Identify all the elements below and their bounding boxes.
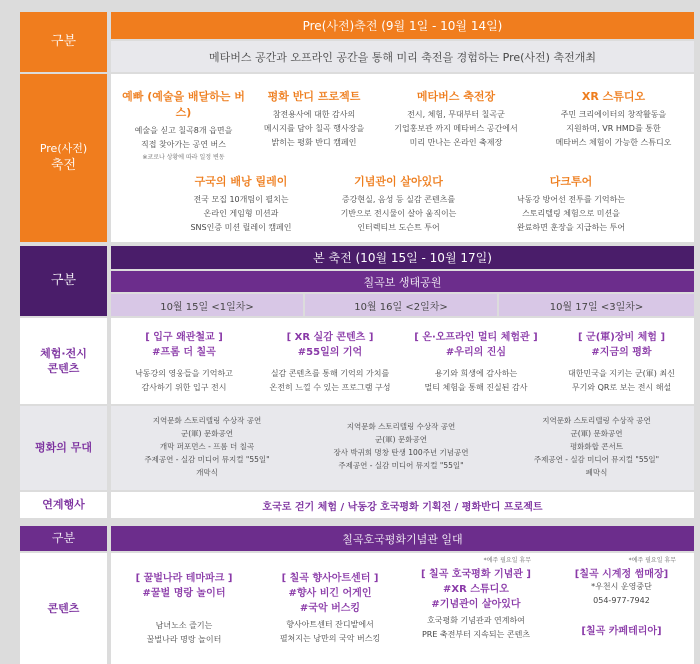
pre-item-title: 구국의 배낭 릴레이 bbox=[194, 175, 288, 188]
day-header-3: 10월 17일 <3일차> bbox=[499, 294, 694, 316]
stage-line: 군(軍) 문화공연 bbox=[570, 429, 623, 438]
main-title-bar bbox=[111, 246, 694, 269]
pre-item-line: 기반으로 전시물이 살아 움직이는 bbox=[340, 209, 457, 218]
main-days-row bbox=[111, 294, 694, 316]
memorial-item-sled bbox=[549, 556, 694, 637]
stage-line: 개막식 bbox=[196, 468, 218, 477]
exhibit-item-tag: #55일의 기억 bbox=[297, 347, 363, 358]
memorial-item-desc: 꿀벌나라 명랑 놀이터 bbox=[146, 635, 222, 644]
memorial-item-title: [ 칠곡 호국평화 기념관 ] bbox=[420, 569, 531, 580]
day-header-1: 10월 15일 <1일차> bbox=[111, 294, 303, 316]
pre-title: Pre(사전)축전 (9월 1일 - 10월 14일) bbox=[302, 19, 503, 33]
main-label-text: 구분 bbox=[50, 272, 77, 288]
pre-item-title: 평화 반디 프로젝트 bbox=[267, 90, 361, 103]
memorial-label-text: 구분 bbox=[51, 531, 76, 546]
main-venue-bar bbox=[111, 271, 694, 292]
pre-item-line: 예술을 싣고 칠곡8개 읍면을 bbox=[134, 126, 233, 135]
pre-content-area bbox=[111, 74, 694, 242]
pre-item-line: 지원하며, VR HMD를 통한 bbox=[566, 124, 661, 133]
memorial-section bbox=[20, 526, 694, 664]
exhibit-item-military bbox=[549, 328, 694, 395]
main-label bbox=[20, 246, 107, 316]
stage-line: 장사 박귀희 명창 탄생 100주년 기념공연 bbox=[333, 448, 469, 457]
stage-line: 주제공연 - 실감 미디어 뮤지컬 "55일" bbox=[338, 461, 464, 470]
memorial-item-desc: 054-977-7942 bbox=[593, 596, 650, 605]
memorial-item-desc: 향사아트센터 잔디밭에서 bbox=[286, 620, 374, 629]
pre-item-line: 직접 찾아가는 공연 버스 bbox=[141, 140, 226, 149]
linked-label-text: 연계행사 bbox=[42, 498, 85, 512]
pre-subtitle: 메타버스 공간과 오프라인 공간을 통해 미리 축전을 경험하는 Pre(사전) 축전개최 bbox=[209, 50, 596, 64]
exhibit-item-desc: 용기와 희생에 감사하는 bbox=[434, 369, 518, 378]
pre-festival-section bbox=[20, 12, 694, 242]
pre-item-line: 메타버스 체험이 가능한 스튜디오 bbox=[555, 138, 672, 147]
exhibit-label-1: 체험·전시 bbox=[40, 346, 87, 360]
memorial-item-title: [ 칠곡 향사아트센터 ] bbox=[281, 573, 379, 584]
stage-line: 주제공연 - 실감 미디어 뮤지컬 "55일" bbox=[144, 455, 270, 464]
pre-label-top bbox=[20, 12, 107, 72]
pre-label-fest: 축전 bbox=[50, 157, 77, 173]
day-header-2: 10월 16일 <2일차> bbox=[305, 294, 497, 316]
exhibit-item-desc: 대한민국을 지키는 군(軍) 최신 bbox=[568, 369, 675, 378]
memorial-item-title: [칠곡 시계정 썸매장] bbox=[574, 569, 669, 580]
memorial-item-tag: #국악 버스킹 bbox=[299, 603, 361, 614]
stage-line: 군(軍) 문화공연 bbox=[375, 435, 427, 444]
linked-label bbox=[20, 492, 107, 518]
exhibit-item-title: [ 군(軍)장비 체험 ] bbox=[577, 332, 666, 343]
exhibit-item-tag: #프롬 더 칠곡 bbox=[152, 347, 216, 358]
memorial-item-note: *예주 필요일 휴무 bbox=[483, 557, 531, 564]
exhibit-item-desc: 낙동강의 영웅들을 기억하고 bbox=[135, 369, 233, 378]
pre-item-xr-studio bbox=[541, 88, 686, 150]
pre-item-line: 스토리텔링 체험으로 미션을 bbox=[522, 209, 620, 218]
exhibit-item-multi bbox=[403, 328, 549, 395]
stage-day2 bbox=[305, 420, 497, 472]
pre-item-line: 주민 크리에이터의 창작활동을 bbox=[560, 110, 667, 119]
main-festival-section bbox=[20, 246, 694, 518]
stage-line: 군(軍) 문화공연 bbox=[181, 429, 233, 438]
pre-item-line: 낙동강 방어선 전투를 기억하는 bbox=[516, 195, 626, 204]
pre-item-dark-tour bbox=[496, 173, 646, 235]
pre-item-title: 다크투어 bbox=[549, 175, 593, 188]
stage-day3 bbox=[499, 414, 694, 479]
pre-item-line: 메시지를 담아 칠곡 행사장을 bbox=[263, 124, 365, 133]
main-title: 본 축전 (10월 15일 - 10월 17일) bbox=[313, 251, 492, 265]
exhibit-item-title: [ 온·오프라인 멀티 체험관 ] bbox=[414, 332, 538, 343]
memorial-content-label bbox=[20, 553, 107, 664]
exhibit-item-xr bbox=[257, 328, 403, 395]
memorial-item-desc: *우천시 운영중단 bbox=[591, 582, 652, 591]
memorial-item-title: [ 꿀벌나라 테마파크 ] bbox=[135, 573, 233, 584]
pre-item-line: 밝히는 평화 반디 캠페인 bbox=[271, 138, 357, 147]
pre-item-metaverse bbox=[386, 88, 526, 150]
pre-label-pre: Pre(사전) bbox=[39, 142, 88, 156]
exhibit-item-desc: 실감 콘텐츠를 통해 기억의 가치를 bbox=[270, 369, 390, 378]
exhibit-label-2: 콘텐츠 bbox=[47, 362, 80, 375]
pre-item-backpack-relay bbox=[171, 173, 311, 235]
main-venue: 칠곡보 생태공원 bbox=[363, 275, 442, 289]
stage-line: 지역문화 스토리텔링 수상작 공연 bbox=[542, 416, 651, 425]
memorial-item-hall bbox=[403, 556, 549, 642]
linked-content bbox=[111, 492, 694, 518]
stage-label-text: 평화의 무대 bbox=[35, 441, 92, 455]
pre-item-line: SNS인증 미션 릴레이 캠페인 bbox=[190, 223, 292, 232]
pre-item-title: 예빠 (예술을 배달하는 버스) bbox=[122, 90, 245, 119]
memorial-item-tag: #기념관이 살아있다 bbox=[431, 599, 521, 610]
stage-label bbox=[20, 406, 107, 490]
pre-title-bar bbox=[111, 12, 694, 39]
pre-label-side bbox=[20, 74, 107, 242]
exhibit-item-title: [ 입구 왜관철교 ] bbox=[145, 332, 223, 343]
pre-item-yebba bbox=[121, 88, 246, 164]
exhibit-item-tag: #우리의 진심 bbox=[445, 347, 507, 358]
pre-item-line: 전시, 체험, 무대부터 칠곡군 bbox=[407, 110, 505, 119]
stage-line: 지역문화 스토리텔링 수상작 공연 bbox=[346, 422, 456, 431]
memorial-label bbox=[20, 526, 107, 551]
pre-item-line: 기업홍보관 까지 메타버스 공간에서 bbox=[394, 124, 518, 133]
pre-item-title: 기념관이 살아있다 bbox=[354, 175, 443, 188]
pre-item-line: 온라인 게임형 미션과 bbox=[203, 209, 279, 218]
stage-line: 개막 퍼포먼스 - 프롬 더 칠곡 bbox=[159, 442, 255, 451]
exhibit-item-desc: 무기와 QR로 보는 전시 해설 bbox=[571, 383, 672, 392]
linked-text: 호국로 걷기 체험 / 낙동강 호국평화 기획전 / 평화반디 프로젝트 bbox=[262, 501, 543, 513]
memorial-title: 칠곡호국평화기념관 일대 bbox=[342, 532, 463, 546]
pre-item-line: 인터렉티브 도슨트 투어 bbox=[357, 223, 440, 232]
stage-line: 지역문화 스토리텔링 수상작 공연 bbox=[152, 416, 262, 425]
pre-item-line: 전국 모집 10개팀이 펼치는 bbox=[193, 195, 289, 204]
memorial-item-tag: #꿀벌 명랑 놀이터 bbox=[142, 588, 226, 599]
pre-item-line: 완료하면 훈장을 지급하는 투어 bbox=[516, 223, 626, 232]
memorial-item-desc: 남녀노소 즐기는 bbox=[155, 621, 213, 630]
exhibit-content bbox=[111, 318, 694, 404]
memorial-item-desc: 펼쳐지는 낭만의 국악 버스킹 bbox=[279, 634, 381, 643]
exhibit-item-desc: 감사하기 위한 입구 전시 bbox=[141, 383, 227, 392]
exhibit-item-tag: #지금의 평화 bbox=[591, 347, 652, 358]
stage-line: 폐막식 bbox=[585, 468, 608, 477]
exhibit-item-desc: 온전히 느낄 수 있는 프로그램 구성 bbox=[269, 383, 391, 392]
pre-item-memorial-alive bbox=[326, 173, 471, 235]
pre-item-line: 증강현실, 음성 등 실감 콘텐츠를 bbox=[341, 195, 456, 204]
memorial-item-desc: PRE 축전부터 지속되는 콘텐츠 bbox=[421, 630, 531, 639]
exhibit-item-entrance bbox=[111, 328, 257, 395]
exhibit-item-desc: 멀티 체험을 통해 진실된 감사 bbox=[424, 383, 528, 392]
memorial-item-bee bbox=[111, 569, 257, 647]
pre-item-title: 메타버스 축전장 bbox=[416, 90, 496, 103]
exhibit-label bbox=[20, 318, 107, 404]
pre-item-line: 참전용사에 대한 감사의 bbox=[272, 110, 356, 119]
memorial-item-hyangsa bbox=[257, 569, 403, 646]
pre-item-line: 미리 만나는 온라인 축제장 bbox=[409, 138, 503, 147]
pre-item-peace-bandi bbox=[249, 88, 379, 150]
memorial-title-bar bbox=[111, 526, 694, 551]
stage-day1 bbox=[111, 414, 303, 479]
stage-line: 주제공연 - 실감 미디어 뮤지컬 "55일" bbox=[533, 455, 660, 464]
memorial-item-extra: [칠곡 카페테리아] bbox=[581, 626, 662, 637]
memorial-item-tag: #향사 비긴 어게인 bbox=[288, 588, 372, 599]
exhibit-item-title: [ XR 실감 콘텐츠 ] bbox=[286, 332, 374, 343]
memorial-item-desc: 호국평화 기념관과 연계하여 bbox=[427, 616, 525, 625]
pre-item-title: XR 스튜디오 bbox=[581, 90, 646, 103]
pre-subtitle-bar bbox=[111, 41, 694, 72]
memorial-item-note: *예주 필요일 휴무 bbox=[628, 557, 676, 564]
memorial-item-tag: #XR 스튜디오 bbox=[443, 584, 509, 595]
memorial-content bbox=[111, 553, 694, 664]
pre-label-top-text: 구분 bbox=[50, 33, 77, 49]
pre-item-note: ※코로나 상황에 따라 일정 변동 bbox=[142, 154, 225, 161]
memorial-content-label-text: 콘텐츠 bbox=[47, 601, 80, 615]
stage-content bbox=[111, 406, 694, 490]
stage-line: 평화화합 콘서트 bbox=[569, 442, 624, 451]
